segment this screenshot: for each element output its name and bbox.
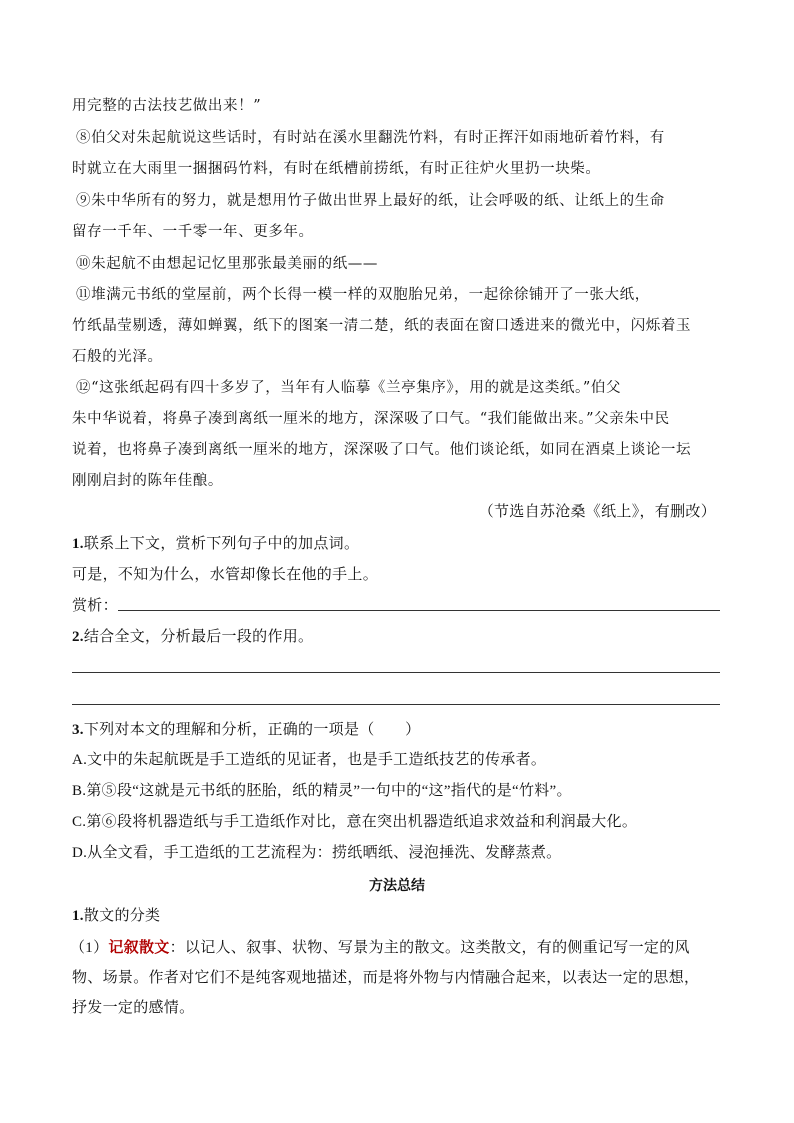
- paragraph-11-line-2: 竹纸晶莹剔透，薄如蝉翼，纸下的图案一清二楚，纸的表面在窗口透进来的微光中，闪烁着玉: [72, 318, 692, 334]
- summary-subitem-line-2: 物、场景。作者对它们不是纯客观地描述，而是将外物与内情融合起来，以表达一定的思想，: [72, 970, 700, 986]
- answer-blank-line[interactable]: [72, 672, 720, 673]
- question-1-text: 联系上下文，赏析下列句子中的加点词。: [83, 536, 360, 552]
- summary-item-1: [72, 906, 722, 926]
- summary-subitem-prefix: （1）: [70, 940, 109, 956]
- answer-blank-line[interactable]: [72, 704, 720, 705]
- summary-subitem-text: ：以记人、叙事、状物、写景为主的散文。这类散文，有的侧重记写一定的风: [169, 940, 690, 956]
- summary-item-1-number: 1.: [72, 908, 84, 924]
- question-1-sentence: 可是，不知为什么，水管却像长在他的手上。: [72, 567, 379, 583]
- question-3-text: 下列对本文的理解和分析，正确的一项是（ ）: [83, 722, 421, 738]
- question-2: [72, 627, 722, 647]
- summary-subitem-line-3: 抒发一定的感情。: [72, 1000, 195, 1016]
- summary-subitem-1: [70, 938, 720, 958]
- passage-line: 用完整的古法技艺做出来！”: [72, 98, 262, 114]
- summary-item-1-text: 散文的分类: [83, 908, 161, 924]
- paragraph-12-line-1: ⑫“这张纸起码有四十多岁了，当年有人临摹《兰亭集序》，用的就是这类纸。”伯父: [76, 380, 622, 396]
- option-a: A.文中的朱起航既是手工造纸的见证者，也是手工造纸技艺的传承者。: [72, 752, 547, 768]
- question-1-number: 1.: [72, 536, 84, 552]
- question-2-text: 结合全文，分析最后一段的作用。: [83, 629, 314, 645]
- question-3-number: 3.: [72, 722, 84, 738]
- paragraph-9-line-2: 留存一千年、一千零一年、更多年。: [72, 224, 314, 240]
- question-3: [72, 720, 722, 740]
- paragraph-8-line-1: ⑧伯父对朱起航说这些话时，有时站在溪水里翻洗竹料，有时正挥汗如雨地斫着竹料，有: [76, 130, 665, 146]
- question-1-answer-label: 赏析：: [72, 598, 118, 614]
- paragraph-8-line-2: 时就立在大雨里一捆捆码竹料，有时在纸槽前捞纸，有时正往炉火里扔一块柴。: [72, 161, 601, 177]
- section-title: 方法总结: [369, 878, 425, 894]
- summary-term: 记叙散文: [108, 940, 170, 956]
- paragraph-12-line-3: 说着，也将鼻子凑到离纸一厘米的地方，深深吸了口气。他们谈论纸，如同在酒桌上谈论一坛: [72, 442, 692, 458]
- paragraph-12-line-4: 刚刚启封的陈年佳酿。: [72, 473, 223, 489]
- option-d: D.从全文看，手工造纸的工艺流程为：捞纸晒纸、浸泡捶洗、发酵蒸煮。: [72, 845, 562, 861]
- paragraph-10-line-1: ⑩朱起航不由想起记忆里那张最美丽的纸——: [76, 256, 378, 272]
- option-c: C.第⑥段将机器造纸与手工造纸作对比，意在突出机器造纸追求效益和利润最大化。: [72, 814, 638, 830]
- paragraph-11-line-3: 石般的光泽。: [72, 349, 163, 365]
- source-citation: （节选自苏沧桑《纸上》，有删改）: [478, 504, 716, 520]
- paragraph-9-line-1: ⑨朱中华所有的努力，就是想用竹子做出世界上最好的纸，让会呼吸的纸、让纸上的生命: [76, 193, 665, 209]
- option-b: B.第⑤段“这就是元书纸的胚胎，纸的精灵”一句中的“这”指代的是“竹料”。: [72, 783, 572, 799]
- question-2-number: 2.: [72, 629, 84, 645]
- question-1: [72, 534, 722, 554]
- paragraph-11-line-1: ⑪堆满元书纸的堂屋前，两个长得一模一样的双胞胎兄弟，一起徐徐铺开了一张大纸，: [76, 287, 650, 303]
- answer-blank-line[interactable]: [118, 610, 720, 611]
- paragraph-12-line-2: 朱中华说着，将鼻子凑到离纸一厘米的地方，深深吸了口气。“我们能做出来。”父亲朱中民: [72, 411, 670, 427]
